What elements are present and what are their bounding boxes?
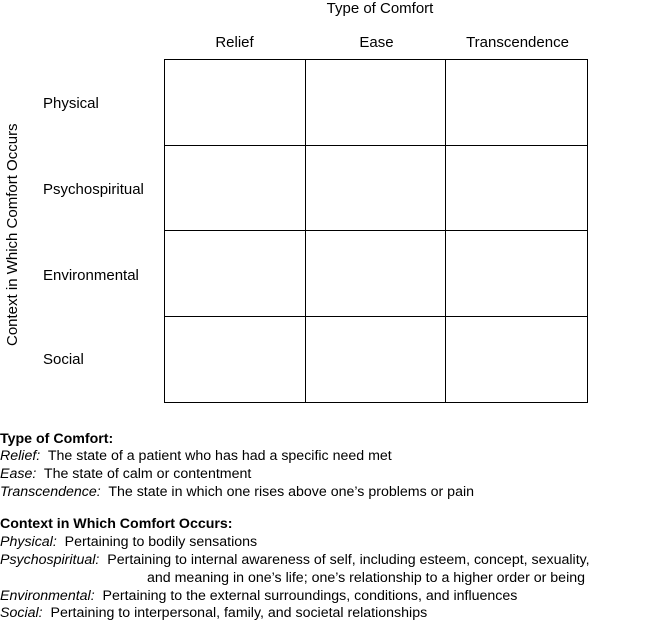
grid-cell (446, 146, 587, 232)
grid-cell (446, 60, 587, 146)
legend-context-psychospiritual-continuation: and meaning in one’s life; one’s relationship to a higher order or being (147, 570, 586, 586)
row-header-physical: Physical (43, 95, 99, 112)
legend-context-social (0, 604, 427, 622)
legend-term: Relief: (0, 448, 41, 464)
diagram-title: Type of Comfort (326, 0, 434, 17)
grid-cell (165, 146, 306, 232)
row-header-social: Social (43, 351, 84, 368)
grid-cell (306, 317, 447, 403)
row-header-environmental: Environmental (43, 267, 139, 284)
grid-cell (306, 60, 447, 146)
legend-term: Transcendence: (0, 484, 101, 500)
grid-cell (446, 231, 587, 317)
legend-context-physical (0, 533, 257, 551)
side-axis-title: Context in Which Comfort Occurs (4, 123, 21, 347)
legend-type-relief (0, 447, 392, 465)
legend-context-heading: Context in Which Comfort Occurs: (0, 516, 233, 532)
legend-definition: Pertaining to bodily sensations (64, 534, 258, 550)
grid-cell (446, 317, 587, 403)
legend-type-transcendence (0, 483, 474, 501)
column-header-relief: Relief (215, 34, 254, 51)
grid-cell (306, 146, 447, 232)
grid-cell (306, 231, 447, 317)
legend-term: Psychospiritual: (0, 552, 100, 568)
grid-cell (165, 60, 306, 146)
row-header-psychospiritual: Psychospiritual (43, 181, 144, 198)
column-header-ease: Ease (359, 34, 394, 51)
legend-type-ease (0, 465, 251, 483)
legend-definition: Pertaining to internal awareness of self, including esteem, concept, sexuality, (107, 552, 590, 568)
legend-term: Social: (0, 605, 43, 621)
legend-context-psychospiritual (0, 551, 590, 569)
comfort-grid (164, 59, 588, 403)
legend-type-heading: Type of Comfort: (0, 431, 114, 447)
legend-definition: The state of calm or contentment (43, 466, 252, 482)
legend-definition: The state in which one rises above one’s problems or pain (108, 484, 474, 500)
legend-definition: Pertaining to interpersonal, family, and societal relationships (50, 605, 428, 621)
legend-term: Ease: (0, 466, 37, 482)
legend-context-environmental (0, 587, 517, 605)
legend-term: Environmental: (0, 588, 95, 604)
legend-definition: The state of a patient who has had a specific need met (47, 448, 392, 464)
grid-cell (165, 231, 306, 317)
legend-term: Physical: (0, 534, 57, 550)
grid-cell (165, 317, 306, 403)
legend-definition: Pertaining to the external surroundings, conditions, and influences (102, 588, 518, 604)
column-header-transcendence: Transcendence (466, 34, 569, 51)
